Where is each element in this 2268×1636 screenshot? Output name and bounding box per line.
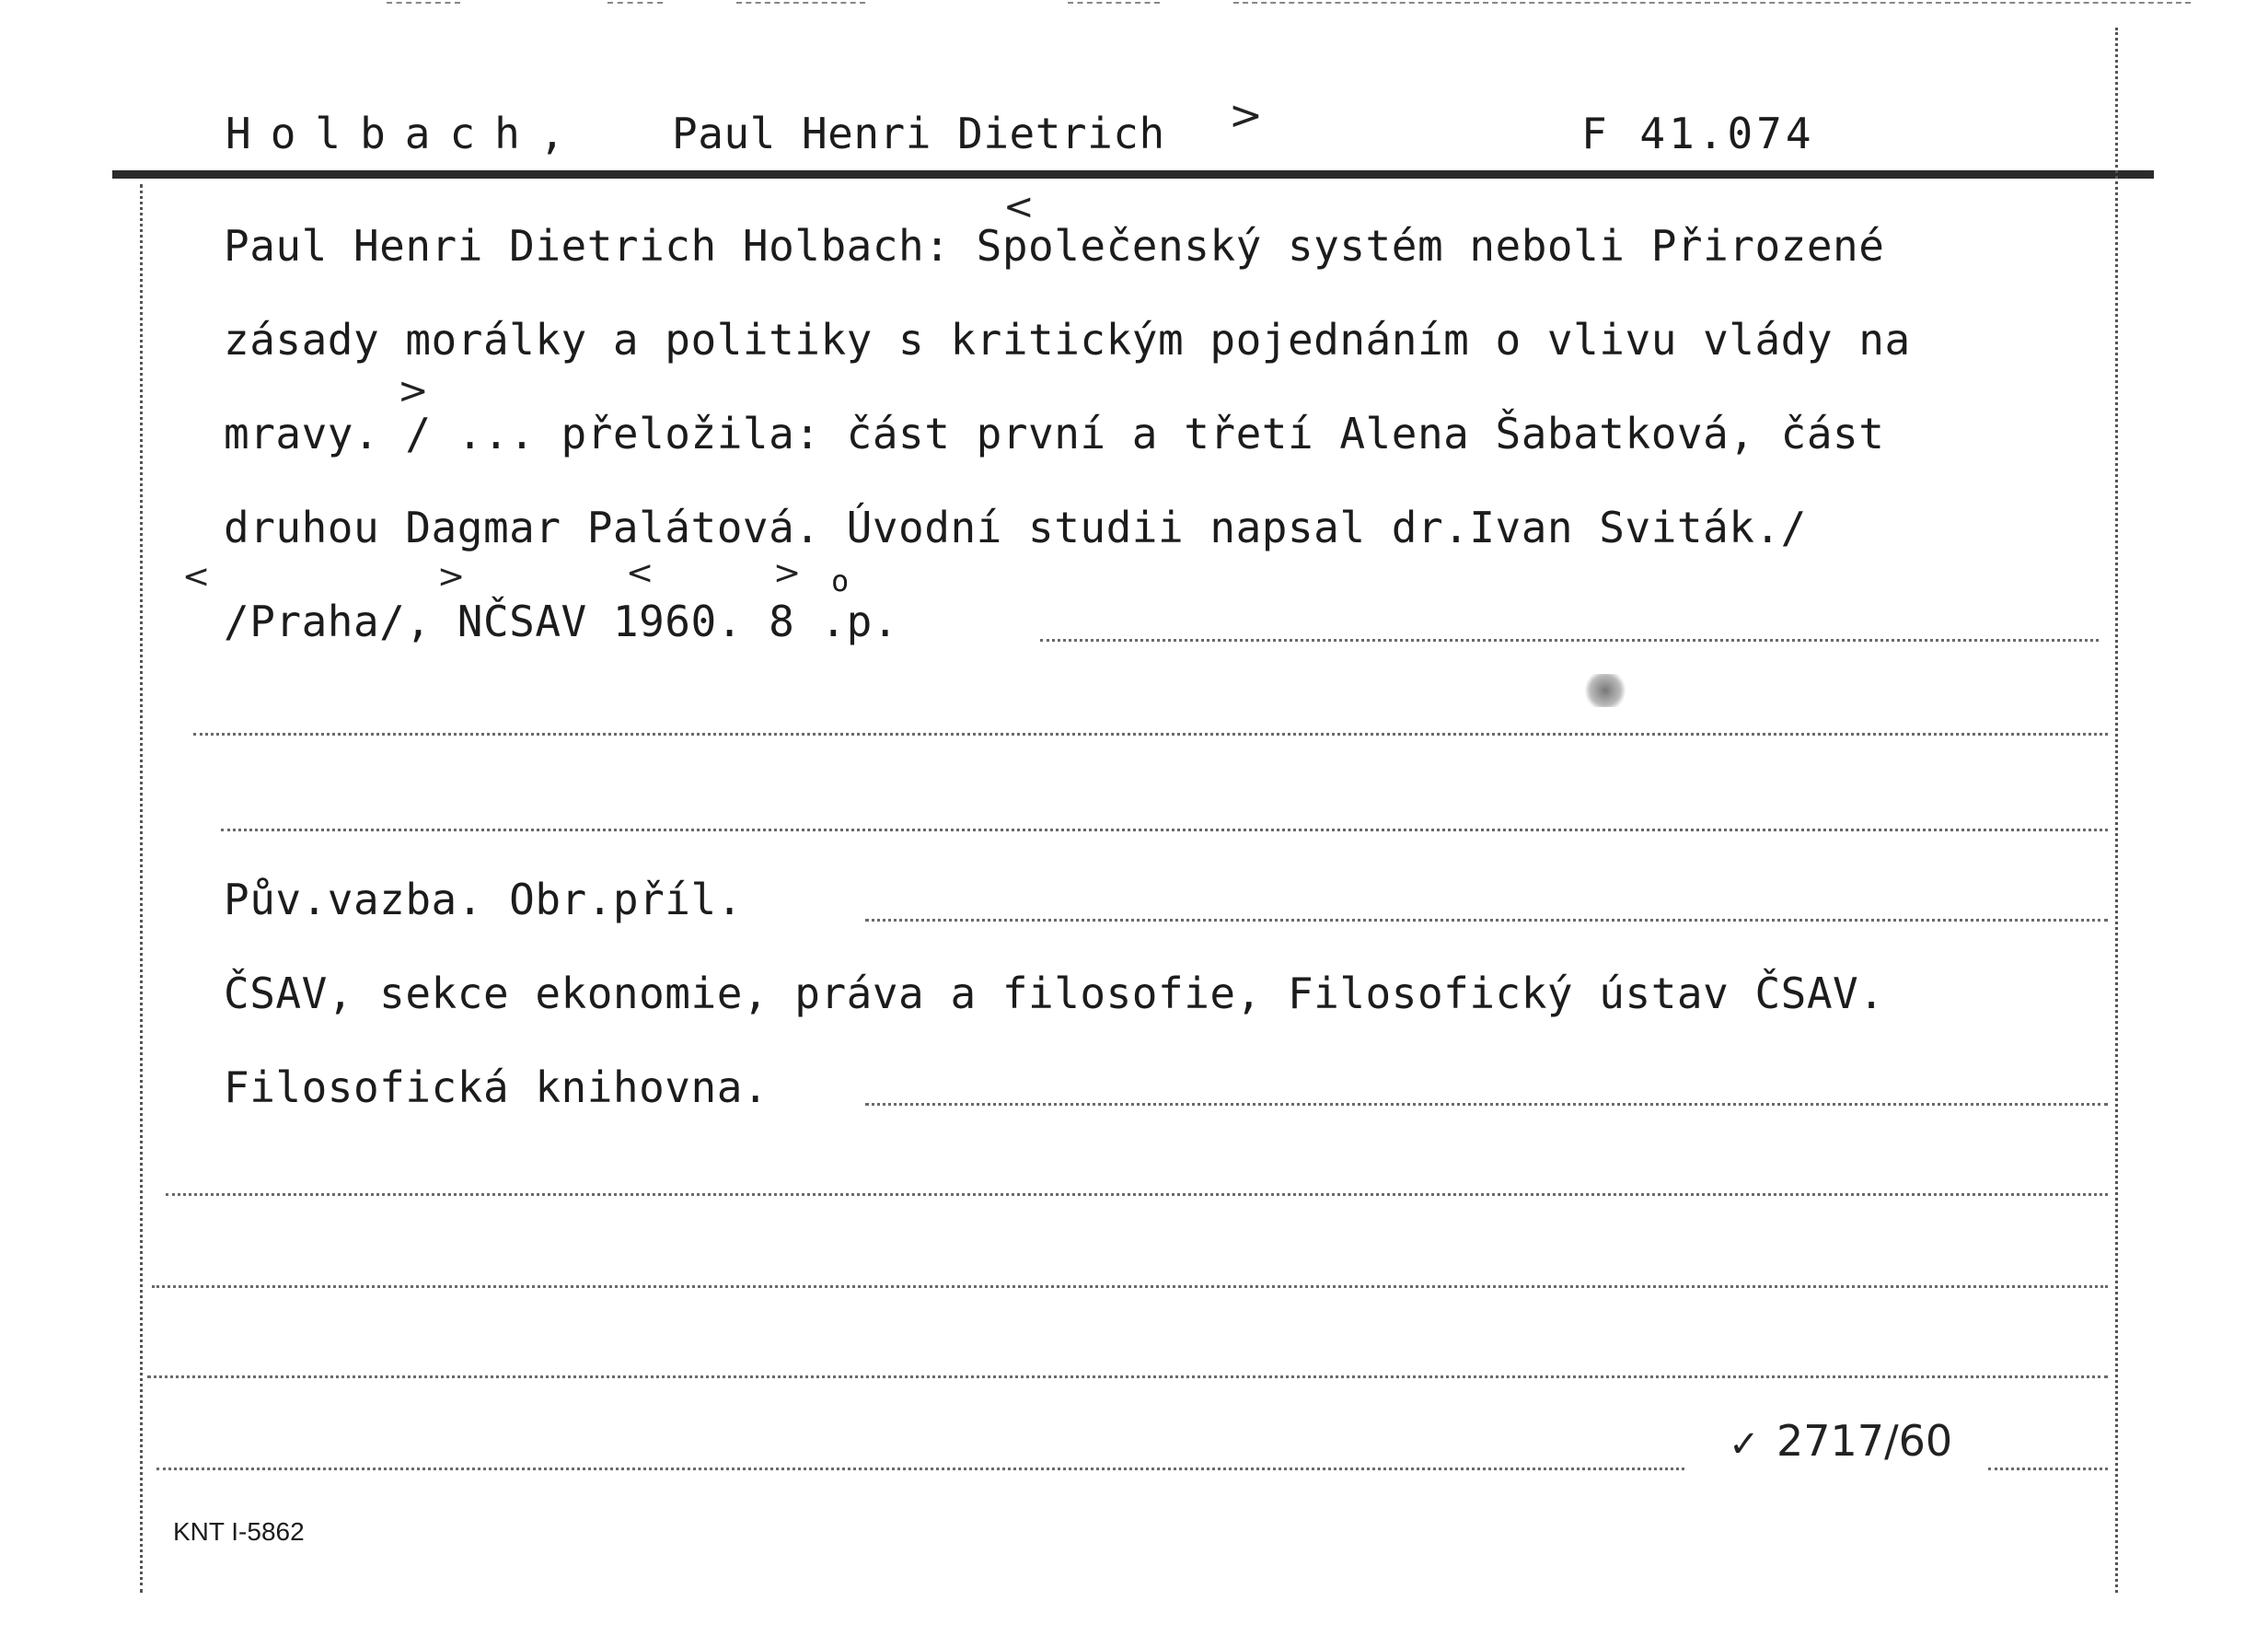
imprint-line: /Praha/, NČSAV 1960. 8 .p. (224, 597, 899, 646)
accession-number: 2717/60 (1776, 1416, 1953, 1466)
ruling-line (193, 733, 2108, 736)
title-line-4: druhou Dagmar Palátová. Úvodní studii napsal dr.Ivan Sviták./ (224, 503, 1807, 552)
author-surname: Holbach, (226, 109, 584, 158)
scan-edge-noise (608, 2, 663, 4)
ink-smudge (1583, 674, 1627, 707)
angle-mark: < (626, 554, 654, 592)
ruling-line (221, 829, 2108, 831)
note-binding: Pův.vazba. Obr.příl. (224, 875, 743, 924)
scan-edge-noise (1233, 2, 2191, 4)
author-given-names: Paul Henri Dietrich (672, 109, 1165, 158)
ruling-line (865, 919, 2108, 922)
scan-edge-noise (387, 2, 460, 4)
left-margin-dots (140, 184, 143, 1593)
check-mark: ✓ (1729, 1423, 1760, 1466)
right-margin-dots (2115, 28, 2118, 1593)
format-superscript: o (831, 563, 850, 598)
printer-code: KNT I-5862 (173, 1517, 305, 1546)
ruling-line (1040, 639, 2099, 642)
angle-mark: < (1003, 186, 1035, 228)
note-holding-institution: ČSAV, sekce ekonomie, práva a filosofie, Filosofický ústav ČSAV. (224, 969, 1885, 1018)
scan-edge-noise (1068, 2, 1160, 4)
ruling-line (156, 1468, 1684, 1470)
title-line-2: zásady morálky a politiky s kritickým pojednáním o vlivu vlády na (224, 315, 1911, 365)
note-library: Filosofická knihovna. (224, 1062, 770, 1112)
ruling-line (166, 1193, 2108, 1196)
angle-mark: > (773, 554, 802, 592)
angle-mark: > (398, 370, 429, 412)
heading-rule (112, 170, 2154, 179)
ruling-line (147, 1375, 2108, 1378)
angle-mark: < (182, 558, 211, 596)
title-line-1: Paul Henri Dietrich Holbach: Společenský systém neboli Přirozené (224, 221, 1885, 271)
angle-mark: > (1229, 92, 1263, 139)
angle-mark: > (437, 558, 466, 596)
call-number: F 41.074 (1581, 109, 1815, 158)
ruling-line (152, 1285, 2108, 1288)
title-line-3: mravy. / ... přeložila: část první a třetí Alena Šabatková, část (224, 409, 1885, 458)
ruling-line (865, 1103, 2108, 1106)
scan-edge-noise (736, 2, 865, 4)
ruling-line (1988, 1468, 2108, 1470)
